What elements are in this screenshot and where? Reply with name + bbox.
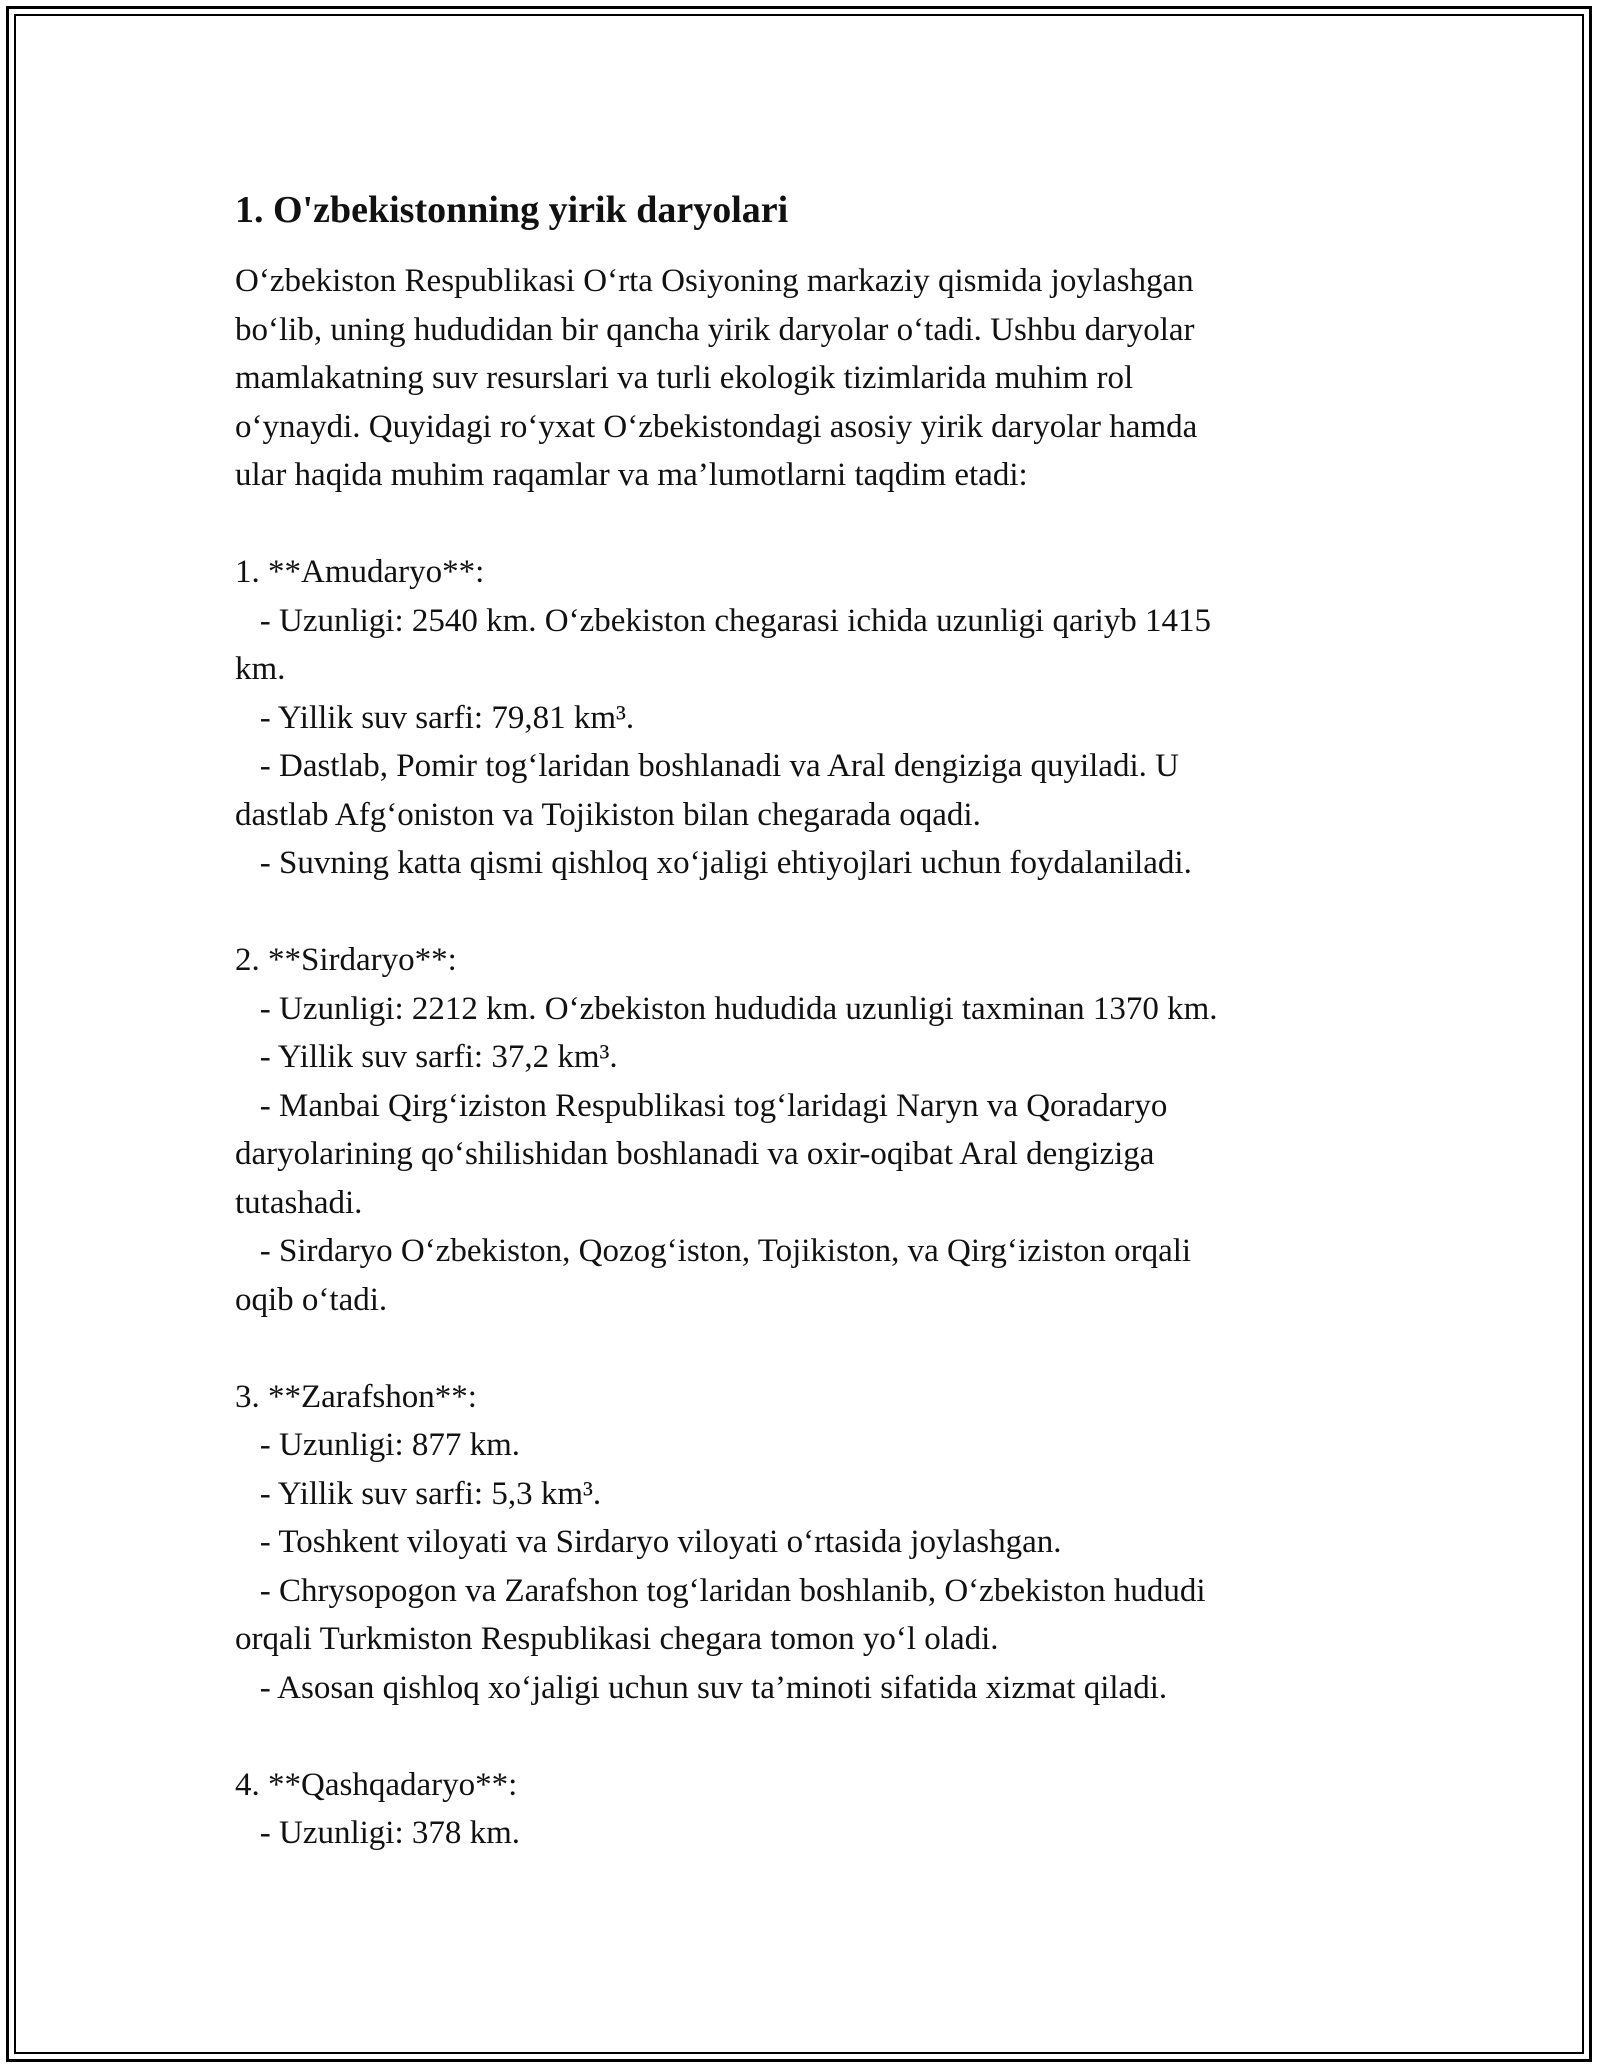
river-detail-line: - Uzunligi: 877 km. [235, 1427, 521, 1463]
river-detail-line: - Asosan qishloq xo‘jaligi uchun suv ta’minoti sifatida xizmat qiladi. [235, 1669, 1168, 1706]
page-title: 1. O'zbekistonning yirik daryolari [235, 189, 789, 231]
river-detail-line: - Dastlab, Pomir tog‘laridan boshlanadi va Aral dengiziga quyiladi. U [235, 748, 1179, 784]
river-title: 3. **Zarafshon**: [235, 1378, 477, 1415]
river-item-amudaryo [235, 548, 1365, 888]
river-detail-line: - Toshkent viloyati va Sirdaryo viloyati o‘rtasida joylashgan. [235, 1524, 1062, 1560]
document-body [235, 185, 1365, 1858]
river-detail-line: - Manbai Qirg‘iziston Respublikasi tog‘laridagi Naryn va Qoradaryo [235, 1087, 1168, 1124]
blank-line [235, 888, 1365, 937]
river-detail-line: - Yillik suv sarfi: 79,81 km³. [235, 699, 635, 736]
intro-line: bo‘lib, uning hududidan bir qancha yirik daryolar o‘tadi. Ushbu daryolar [235, 311, 1195, 348]
river-detail-line: - Uzunligi: 2212 km. O‘zbekiston hududida uzunligi taxminan 1370 km. [235, 990, 1218, 1027]
river-detail-line: - Suvning katta qismi qishloq xo‘jaligi ehtiyojlari uchun foydalaniladi. [235, 845, 1192, 881]
river-item-sirdaryo [235, 936, 1365, 1324]
blank-line [235, 1712, 1365, 1761]
river-detail-line: km. [235, 651, 286, 687]
river-detail-line: dastlab Afg‘oniston va Tojikiston bilan chegarada oqadi. [235, 796, 981, 833]
river-item-qashqadaryo [235, 1761, 1365, 1858]
intro-line: ular haqida muhim raqamlar va ma’lumotlarni taqdim etadi: [235, 457, 1028, 493]
blank-line [235, 1324, 1365, 1373]
river-detail-line: - Uzunligi: 378 km. [235, 1815, 521, 1851]
river-detail-line: - Sirdaryo O‘zbekiston, Qozog‘iston, Tojikiston, va Qirg‘iziston orqali [235, 1233, 1192, 1269]
river-title: 2. **Sirdaryo**: [235, 942, 457, 978]
river-detail-line: orqali Turkmiston Respublikasi chegara tomon yo‘l oladi. [235, 1621, 999, 1657]
intro-line: O‘zbekiston Respublikasi O‘rta Osiyoning markaziy qismida joylashgan [235, 263, 1194, 299]
river-detail-line: oqib o‘tadi. [235, 1281, 388, 1318]
river-title: 4. **Qashqadaryo**: [235, 1766, 518, 1803]
river-detail-line: - Chrysopogon va Zarafshon tog‘laridan boshlanib, O‘zbekiston hududi [235, 1572, 1206, 1609]
intro-paragraph [235, 257, 1365, 500]
river-item-zarafshon [235, 1373, 1365, 1713]
river-detail-line: - Yillik suv sarfi: 37,2 km³. [235, 1039, 618, 1075]
river-detail-line: daryolarining qo‘shilishidan boshlanadi va oxir-oqibat Aral dengiziga [235, 1136, 1155, 1172]
river-detail-line: - Uzunligi: 2540 km. O‘zbekiston chegarasi ichida uzunligi qariyb 1415 [235, 602, 1212, 639]
intro-line: mamlakatning suv resurslari va turli ekologik tizimlarida muhim rol [235, 360, 1134, 396]
river-title: 1. **Amudaryo**: [235, 554, 485, 590]
blank-line [235, 500, 1365, 549]
river-detail-line: tutashadi. [235, 1184, 363, 1221]
intro-line: o‘ynaydi. Quyidagi ro‘yxat O‘zbekistondagi asosiy yirik daryolar hamda [235, 408, 1198, 445]
river-detail-line: - Yillik suv sarfi: 5,3 km³. [235, 1475, 602, 1512]
